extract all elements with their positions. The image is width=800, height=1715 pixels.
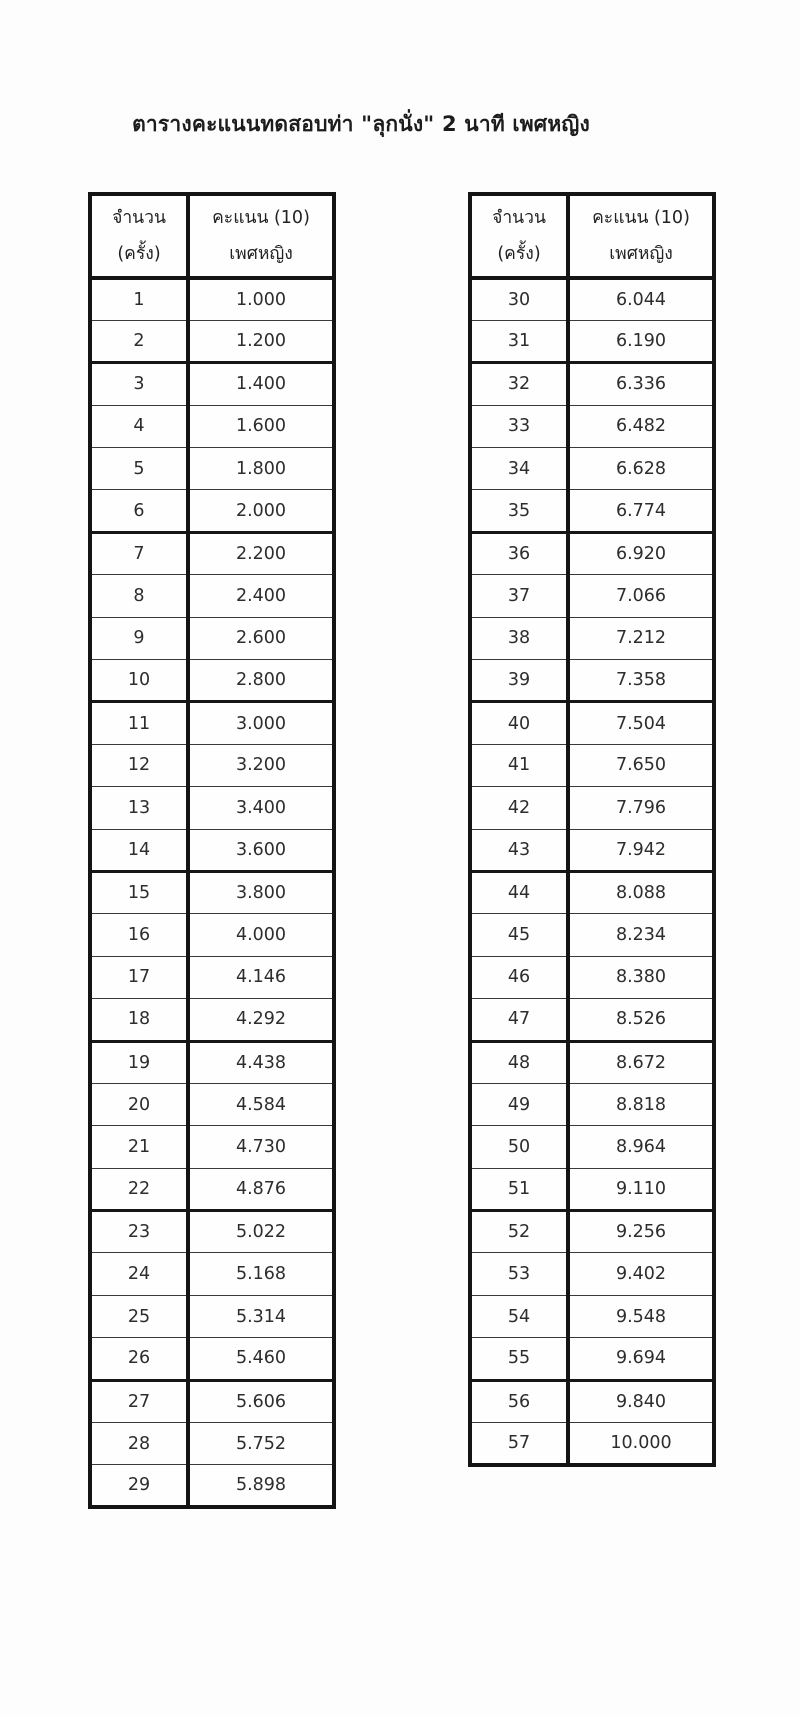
count-cell: 42: [470, 787, 568, 829]
count-cell: 7: [90, 532, 188, 574]
table-row: [470, 956, 714, 998]
table-row: [470, 617, 714, 659]
count-cell: 22: [90, 1168, 188, 1210]
score-cell: 6.336: [568, 363, 714, 405]
score-cell: 8.526: [568, 999, 714, 1041]
table-row: [90, 405, 334, 447]
count-cell: 50: [470, 1126, 568, 1168]
table-row: [90, 1168, 334, 1210]
count-cell: 14: [90, 829, 188, 871]
score-cell: 6.190: [568, 320, 714, 362]
table-row: [90, 1295, 334, 1337]
score-cell: 3.800: [188, 871, 334, 913]
score-cell: 4.584: [188, 1083, 334, 1125]
count-cell: 41: [470, 744, 568, 786]
table-row: [90, 1041, 334, 1083]
count-cell: 13: [90, 787, 188, 829]
score-cell: 6.920: [568, 532, 714, 574]
count-cell: 52: [470, 1211, 568, 1253]
score-cell: 5.460: [188, 1338, 334, 1380]
table-row: [470, 448, 714, 490]
count-header-line1: จำนวน: [112, 208, 166, 228]
count-cell: 40: [470, 702, 568, 744]
table-row: [90, 1083, 334, 1125]
score-table-counts-30-57: [468, 192, 716, 1467]
table-row: [470, 1338, 714, 1380]
count-cell: 51: [470, 1168, 568, 1210]
score-cell: 8.234: [568, 914, 714, 956]
score-cell: 4.000: [188, 914, 334, 956]
table-row: [90, 702, 334, 744]
table-row: [90, 1126, 334, 1168]
header-row: [90, 194, 334, 278]
score-cell: 5.168: [188, 1253, 334, 1295]
score-cell: 4.146: [188, 956, 334, 998]
score-cell: 7.650: [568, 744, 714, 786]
count-cell: 28: [90, 1423, 188, 1465]
score-cell: 4.292: [188, 999, 334, 1041]
score-cell: 1.000: [188, 278, 334, 320]
count-cell: 46: [470, 956, 568, 998]
count-cell: 44: [470, 871, 568, 913]
score-cell: 7.796: [568, 787, 714, 829]
table-body: [90, 278, 334, 1507]
score-cell: 1.800: [188, 448, 334, 490]
count-cell: 19: [90, 1041, 188, 1083]
count-cell: 54: [470, 1295, 568, 1337]
table-row: [470, 871, 714, 913]
count-cell: 53: [470, 1253, 568, 1295]
count-column-header: [90, 194, 188, 278]
page-title: ตารางคะแนนทดสอบท่า "ลุกนั่ง" 2 นาที เพศหญิง: [132, 112, 590, 136]
table-row: [90, 490, 334, 532]
table-row: [90, 956, 334, 998]
table-row: [90, 829, 334, 871]
count-cell: 1: [90, 278, 188, 320]
table-row: [90, 787, 334, 829]
table-row: [470, 405, 714, 447]
score-cell: 9.694: [568, 1338, 714, 1380]
count-cell: 43: [470, 829, 568, 871]
table-row: [90, 999, 334, 1041]
score-cell: 8.818: [568, 1083, 714, 1125]
count-cell: 48: [470, 1041, 568, 1083]
count-cell: 5: [90, 448, 188, 490]
table-row: [470, 999, 714, 1041]
count-cell: 23: [90, 1211, 188, 1253]
table-row: [470, 278, 714, 320]
table-row: [90, 1211, 334, 1253]
table-row: [470, 1211, 714, 1253]
score-cell: 3.600: [188, 829, 334, 871]
count-cell: 34: [470, 448, 568, 490]
table-row: [470, 660, 714, 702]
table-row: [90, 363, 334, 405]
table-row: [470, 829, 714, 871]
score-cell: 2.600: [188, 617, 334, 659]
table-row: [470, 914, 714, 956]
score-cell: 7.942: [568, 829, 714, 871]
count-cell: 17: [90, 956, 188, 998]
count-cell: 12: [90, 744, 188, 786]
table-row: [470, 787, 714, 829]
table-row: [90, 914, 334, 956]
count-header-line2: (ครั้ง): [117, 244, 161, 264]
table-row: [470, 532, 714, 574]
count-header-line1: จำนวน: [492, 208, 546, 228]
table-row: [90, 744, 334, 786]
count-cell: 55: [470, 1338, 568, 1380]
count-cell: 49: [470, 1083, 568, 1125]
count-cell: 35: [470, 490, 568, 532]
score-cell: 1.400: [188, 363, 334, 405]
score-cell: 9.840: [568, 1380, 714, 1422]
score-cell: 8.088: [568, 871, 714, 913]
table-row: [470, 575, 714, 617]
score-column-header: [568, 194, 714, 278]
count-cell: 38: [470, 617, 568, 659]
table-row: [470, 363, 714, 405]
count-cell: 4: [90, 405, 188, 447]
score-cell: 9.548: [568, 1295, 714, 1337]
count-cell: 36: [470, 532, 568, 574]
table-row: [90, 1253, 334, 1295]
count-cell: 56: [470, 1380, 568, 1422]
score-header-line2: เพศหญิง: [609, 244, 673, 264]
table-body: [470, 278, 714, 1465]
score-header-line2: เพศหญิง: [229, 244, 293, 264]
count-cell: 15: [90, 871, 188, 913]
score-cell: 7.212: [568, 617, 714, 659]
table-row: [470, 1168, 714, 1210]
score-cell: 10.000: [568, 1423, 714, 1465]
count-cell: 37: [470, 575, 568, 617]
count-cell: 10: [90, 660, 188, 702]
count-cell: 20: [90, 1083, 188, 1125]
score-cell: 3.400: [188, 787, 334, 829]
score-cell: 4.876: [188, 1168, 334, 1210]
score-cell: 5.022: [188, 1211, 334, 1253]
score-cell: 2.800: [188, 660, 334, 702]
table-row: [470, 1041, 714, 1083]
score-cell: 3.200: [188, 744, 334, 786]
score-cell: 6.482: [568, 405, 714, 447]
table-row: [90, 278, 334, 320]
score-header-line1: คะแนน (10): [592, 208, 690, 228]
table-row: [90, 1423, 334, 1465]
score-cell: 5.606: [188, 1380, 334, 1422]
score-cell: 2.400: [188, 575, 334, 617]
score-cell: 5.314: [188, 1295, 334, 1337]
count-cell: 45: [470, 914, 568, 956]
table-row: [90, 617, 334, 659]
count-cell: 18: [90, 999, 188, 1041]
table-row: [470, 1380, 714, 1422]
score-cell: 2.000: [188, 490, 334, 532]
score-cell: 9.256: [568, 1211, 714, 1253]
score-cell: 6.044: [568, 278, 714, 320]
score-cell: 1.600: [188, 405, 334, 447]
table-row: [90, 448, 334, 490]
count-cell: 32: [470, 363, 568, 405]
score-cell: 6.774: [568, 490, 714, 532]
table-row: [90, 871, 334, 913]
table-row: [470, 1423, 714, 1465]
score-cell: 7.358: [568, 660, 714, 702]
count-cell: 57: [507, 1432, 531, 1453]
table-row: [470, 320, 714, 362]
count-cell: 2: [90, 320, 188, 362]
count-cell: 33: [470, 405, 568, 447]
score-cell: 1.200: [188, 320, 334, 362]
table-row: [90, 532, 334, 574]
header-row: [470, 194, 714, 278]
count-cell: 29: [127, 1475, 151, 1496]
score-cell: 9.110: [568, 1168, 714, 1210]
count-header-line2: (ครั้ง): [497, 244, 541, 264]
count-cell: 24: [90, 1253, 188, 1295]
table-row: [90, 1380, 334, 1422]
score-cell: 3.000: [188, 702, 334, 744]
score-cell: 9.402: [568, 1253, 714, 1295]
score-cell: 4.438: [188, 1041, 334, 1083]
table-row: [470, 744, 714, 786]
count-cell: 21: [90, 1126, 188, 1168]
table-row: [90, 1338, 334, 1380]
table-row: [470, 1083, 714, 1125]
table-row: [90, 1465, 334, 1507]
score-cell: 6.628: [568, 448, 714, 490]
score-header-line1: คะแนน (10): [212, 208, 310, 228]
count-cell: 27: [90, 1380, 188, 1422]
table-row: [90, 575, 334, 617]
count-cell: 8: [90, 575, 188, 617]
score-cell: 8.672: [568, 1041, 714, 1083]
score-cell: 8.964: [568, 1126, 714, 1168]
count-cell: 16: [90, 914, 188, 956]
count-cell: 47: [470, 999, 568, 1041]
table-row: [470, 702, 714, 744]
count-column-header: [470, 194, 568, 278]
count-cell: 25: [90, 1295, 188, 1337]
count-cell: 11: [90, 702, 188, 744]
score-cell: 5.752: [188, 1423, 334, 1465]
count-cell: 9: [90, 617, 188, 659]
score-cell: 7.504: [568, 702, 714, 744]
count-cell: 30: [470, 278, 568, 320]
score-cell: 5.898: [188, 1465, 334, 1507]
score-cell: 2.200: [188, 532, 334, 574]
score-cell: 8.380: [568, 956, 714, 998]
count-cell: 3: [90, 363, 188, 405]
count-cell: 31: [470, 320, 568, 362]
score-table-counts-1-29: [88, 192, 336, 1509]
count-cell: 26: [90, 1338, 188, 1380]
table-row: [470, 1126, 714, 1168]
count-cell: 6: [90, 490, 188, 532]
table-row: [470, 1253, 714, 1295]
score-column-header: [188, 194, 334, 278]
score-cell: 7.066: [568, 575, 714, 617]
table-row: [470, 490, 714, 532]
count-cell: 39: [470, 660, 568, 702]
table-row: [90, 320, 334, 362]
table-row: [90, 660, 334, 702]
table-row: [470, 1295, 714, 1337]
score-cell: 4.730: [188, 1126, 334, 1168]
